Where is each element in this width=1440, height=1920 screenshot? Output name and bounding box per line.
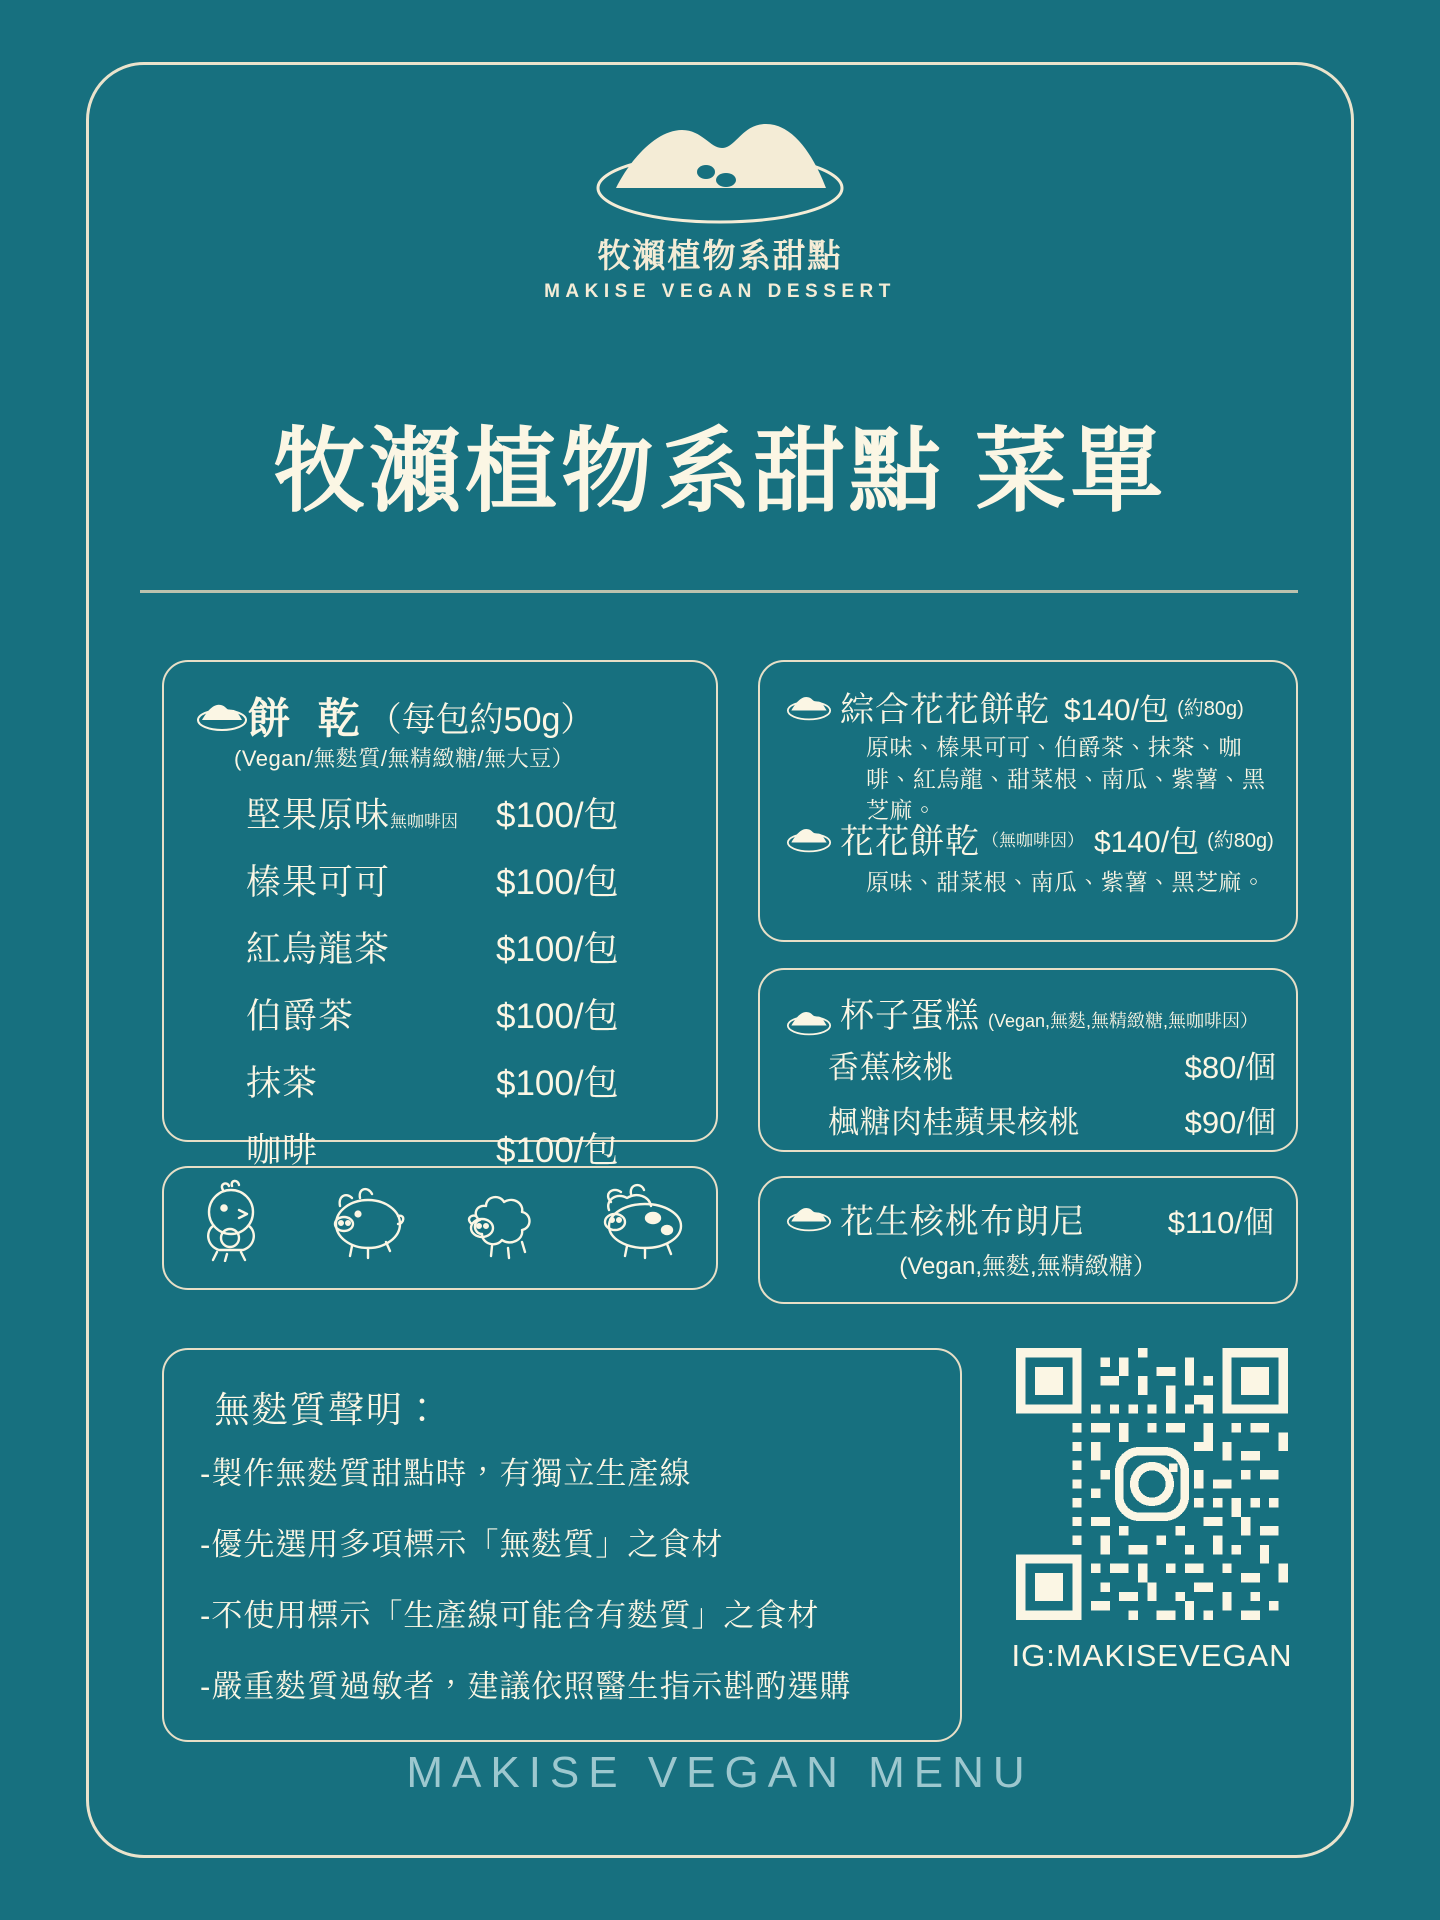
item-price: $140/包 (1094, 825, 1200, 859)
pig-icon (318, 1176, 414, 1262)
logo-english-text: MAKISE VEGAN DESSERT (544, 281, 896, 302)
cookie-price: $100/包 (496, 863, 619, 902)
cookie-name: 伯爵茶 (246, 997, 355, 1036)
cookies-subtitle: (Vegan/無麩質/無精緻糖/無大豆） (234, 746, 575, 771)
gluten-statement-card (162, 1348, 962, 1742)
brand-logo (0, 96, 1440, 303)
list-item (246, 788, 686, 838)
cookie-price: $100/包 (496, 997, 619, 1036)
item-price: $90/個 (1184, 1105, 1276, 1140)
item-price: $80/個 (1184, 1050, 1276, 1085)
mountain-logo-icon (590, 96, 850, 226)
mountain-bullet-icon (786, 824, 832, 854)
brownie-card (758, 1176, 1298, 1304)
mountain-bullet-icon (196, 699, 248, 733)
cupcakes-heading (786, 988, 1258, 1037)
cupcakes-tag: (Vegan,無麩,無精緻糖,無咖啡因） (988, 1011, 1259, 1031)
list-item (246, 855, 686, 905)
cookies-card (162, 660, 718, 1170)
item-name: 楓糖肉桂蘋果核桃 (828, 1105, 1080, 1140)
chicken-icon (183, 1176, 279, 1262)
list-item (828, 1042, 1276, 1087)
cupcakes-heading-text: 杯子蛋糕 (840, 997, 980, 1035)
item-name: 香蕉核桃 (828, 1050, 954, 1085)
cookies-heading-note: （每包約50g） (367, 700, 595, 739)
item-price: $140/包 (1064, 693, 1170, 727)
cookie-price: $100/包 (496, 796, 619, 835)
item-price: $110/個 (1167, 1205, 1274, 1240)
item-weight: (約80g) (1207, 830, 1274, 852)
list-item: -優先選用多項標示「無麩質」之食材 (200, 1527, 724, 1562)
cookie-name: 抹茶 (246, 1064, 319, 1103)
item-caffeine-note: （無咖啡因） (982, 831, 1084, 850)
item-description: 原味、甜菜根、南瓜、紫薯、黑芝麻。 (866, 869, 1266, 895)
flower-cookie-mixed (786, 682, 1244, 731)
cookie-name: 咖啡 (246, 1131, 319, 1170)
item-name: 綜合花花餅乾 (840, 691, 1050, 729)
cookie-name-note: 無咖啡因 (390, 812, 459, 831)
item-description: 原味、榛果可可、伯爵茶、抹茶、咖啡、紅烏龍、甜菜根、南瓜、紫薯、黑芝麻。 (866, 734, 1266, 824)
cookie-name: 榛果可可 (246, 863, 391, 902)
list-item: -嚴重麩質過敏者，建議依照醫生指示斟酌選購 (200, 1669, 852, 1704)
logo-script-text: 牧瀨植物系甜點 (597, 236, 843, 275)
flower-cookies-card (758, 660, 1298, 942)
cupcakes-card (758, 968, 1298, 1152)
instagram-handle[interactable]: IG:MAKISEVEGAN (1011, 1638, 1293, 1673)
list-item (246, 989, 686, 1039)
gluten-statement-title: 無麩質聲明： (214, 1389, 443, 1430)
cookie-name: 堅果原味無咖啡因 (246, 796, 459, 835)
cookie-name: 紅烏龍茶 (246, 930, 391, 969)
cookie-price: $100/包 (496, 1064, 619, 1103)
title-divider (140, 590, 1298, 593)
item-name: 花花餅乾 (840, 823, 980, 861)
social-block (1006, 1348, 1298, 1674)
cupcakes-list (828, 1042, 1276, 1152)
brownie-tag: (Vegan,無麩,無精緻糖） (899, 1253, 1157, 1280)
cookies-heading (196, 686, 594, 746)
item-weight: (約80g) (1177, 698, 1244, 720)
page-title: 牧瀨植物系甜點 菜單 (273, 421, 1167, 523)
animal-icons-card (162, 1166, 718, 1290)
cookies-heading-main: 餅 乾 (248, 695, 368, 742)
mountain-bullet-icon (786, 692, 832, 722)
flower-cookie-plain (786, 814, 1274, 863)
list-item (828, 1097, 1276, 1142)
item-name: 花生核桃布朗尼 (840, 1203, 1085, 1241)
mountain-bullet-icon (786, 1007, 832, 1037)
list-item (246, 1056, 686, 1106)
footer-text: MAKISE VEGAN MENU (406, 1748, 1034, 1797)
cookies-list (246, 788, 686, 1190)
gluten-statement-list (200, 1448, 940, 1732)
list-item: -不使用標示「生產線可能含有麩質」之食材 (200, 1598, 820, 1633)
cookie-price: $100/包 (496, 1131, 619, 1170)
cookie-price: $100/包 (496, 930, 619, 969)
sheep-icon (452, 1176, 548, 1262)
list-item: -製作無麩質甜點時，有獨立生產線 (200, 1456, 692, 1491)
cow-icon (587, 1176, 697, 1262)
mountain-bullet-icon (786, 1203, 832, 1233)
list-item (246, 922, 686, 972)
qr-code-image[interactable] (1016, 1348, 1288, 1620)
brownie-heading (786, 1194, 1274, 1243)
qr-code[interactable] (1016, 1348, 1288, 1620)
